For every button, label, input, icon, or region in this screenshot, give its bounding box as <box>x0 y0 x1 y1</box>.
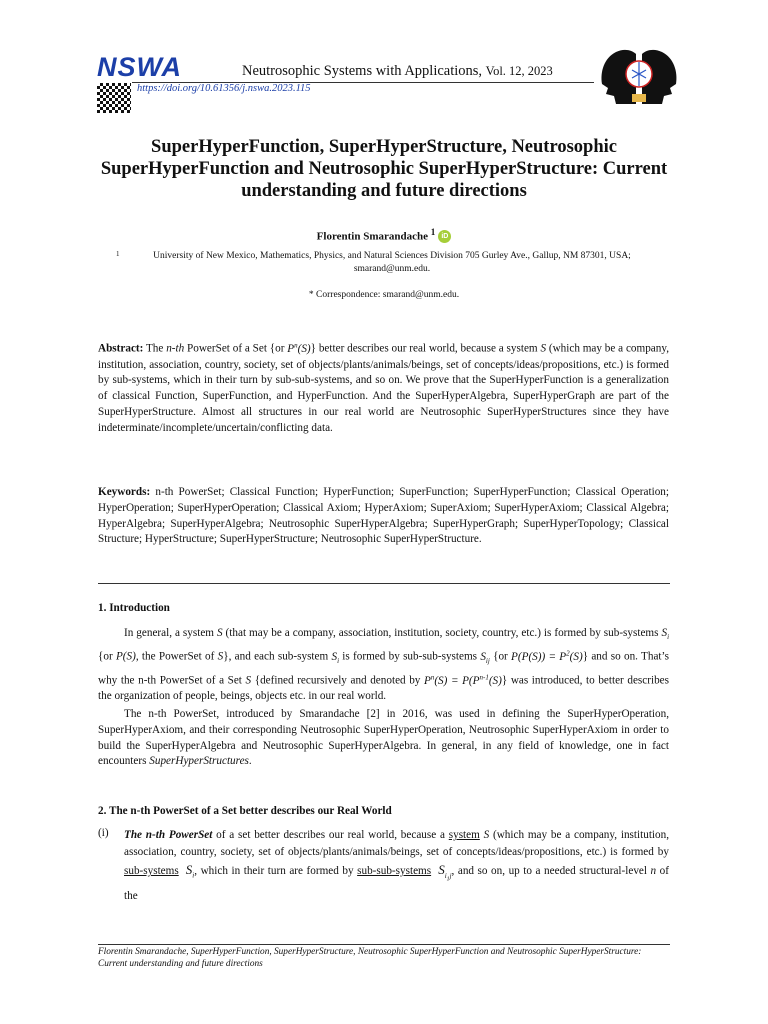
list-item-text: The n-th PowerSet of a set better describes our real world, because a system S (which may be a company, institution, association, country, society, set of objects/plants/animals/beings, set of concepts/ideas/propositions, etc.) is formed by sub-systems $S_i$, which in their turn are formed by sub-sub-systems $S_{i_1j}$, and so on, up to a needed structural-level n of the <box>124 829 670 902</box>
author-line: Florentin Smarandache $^1$ iD <box>80 227 688 243</box>
section-rule <box>98 583 670 584</box>
keywords: Keywords: n-th PowerSet; Classical Function; HyperFunction; SuperFunction; SuperHyperFunction; Classical Operation; HyperOperation; SuperHyperOperation; Classical Axiom; HyperAxiom; SuperAxiom; SuperHyperAxiom; Classical Algebra; HyperAlgebra; SuperHyperAlgebra; Neutrosophic SuperHyperAlgebra; SuperHyperGraph; SuperHyperTopology; Classical Structure; HyperStructure; SuperHyperStructure; Neutrosophic SuperHyperStructure. <box>98 486 669 546</box>
journal-name: Neutrosophic Systems with Applications, Vol. 12, 2023 <box>242 63 553 79</box>
section-heading-powerset: 2. The n-th PowerSet of a Set better describes our Real World <box>98 805 392 817</box>
orcid-icon[interactable]: iD <box>438 230 451 243</box>
checker-pattern-icon <box>97 83 131 113</box>
abstract: Abstract: The n-th PowerSet of a Set {or $P^n(S)$} better describes our real world, because a system S (which may be a company, institution, association, country, society, set of objects/plants/animals/beings, set of concepts/ideas/propositions, etc.) is formed by sub-systems, which in their turn by sub-sub-systems, and so on. We prove that the SuperHyperFunction is a generalization of classical Function, SuperFunction, and HyperFunction. And the SuperHyperAlgebra, SuperHyperGraph are part of the SuperHyperStructure. Almost all structures in our real world are Neutrosophic SuperHyperStructures since they have indeterminate/incomplete/uncertain/conflicting data. <box>98 341 670 434</box>
journal-logo: NSWA <box>97 52 182 82</box>
journal-emblem-icon <box>596 44 682 110</box>
footer-rule <box>98 944 670 945</box>
list-item-number: (i) <box>98 827 109 839</box>
affiliation: 1 University of New Mexico, Mathematics, Physics, and Natural Sciences Division 705 Gurley Ave., Gallup, NM 87301, USA; smarand@unm.edu. <box>116 250 631 274</box>
intro-paragraph-1: In general, a system S (that may be a company, association, institution, society, country, etc.) is formed by sub-systems $S_i$ {or P(S), the PowerSet of S}, and each sub-system $S_i$ is formed by sub-sub-systems $S_{ij}$ {or $P(P(S)) = P^2(S)$} and so on. That’s why the n-th PowerSet of a Set S {defined recursively and denoted by $P^n(S) = P(P^{n-1}(S)\}$ was introduced, to better describes the organization of people, beings, objects etc. in our real world. <box>98 627 670 703</box>
intro-paragraph-2: The n-th PowerSet, introduced by Smarandache [2] in 2016, was used in defining the SuperHyperOperation, SuperHyperAxiom, and their corresponding Neutrosophic SuperHyperOperation, Neutrosophic SuperHyperAxiom in order to build the SuperHyperAlgebra and Neutrosophic SuperHyperAlgebra. In general, in any field of knowledge, one in fact encounters SuperHyperStructures. <box>98 708 669 768</box>
section-heading-introduction: 1. Introduction <box>98 602 170 614</box>
doi-link[interactable]: https://doi.org/10.61356/j.nswa.2023.115 <box>137 83 311 94</box>
paper-title: SuperHyperFunction, SuperHyperStructure, Neutrosophic SuperHyperFunction and Neutrosophic SuperHyperStructure: Current understanding and future directions <box>100 137 668 201</box>
correspondence: * Correspondence: smarand@unm.edu. <box>308 290 460 300</box>
footer-citation: Florentin Smarandache, SuperHyperFunction, SuperHyperStructure, Neutrosophic SuperHyperFunction and Neutrosophic SuperHyperStructure: Current understanding and future directions <box>98 947 642 969</box>
